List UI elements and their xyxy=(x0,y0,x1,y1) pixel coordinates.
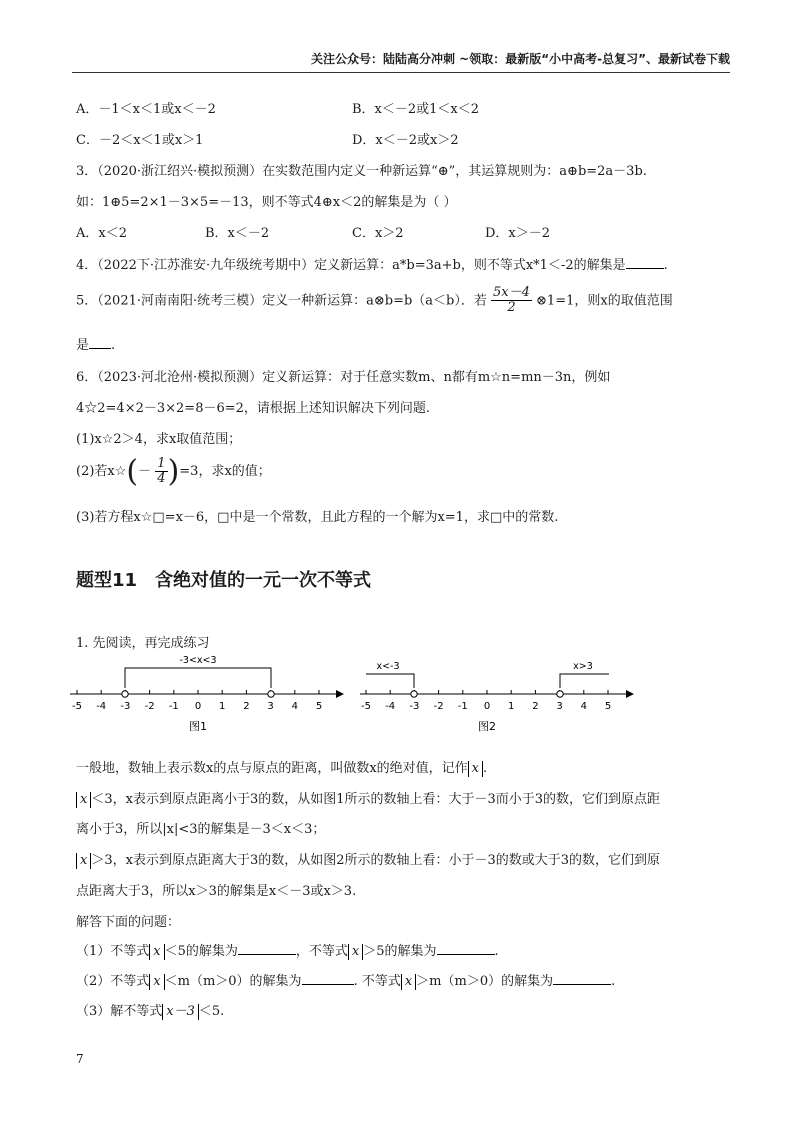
page-number: 7 xyxy=(76,1052,84,1066)
fig1-tick-label: -1 xyxy=(168,701,179,712)
fig1-tick-label: -4 xyxy=(96,701,107,712)
abs-x-notation: x xyxy=(401,974,416,990)
number-line-fig1 xyxy=(70,655,344,733)
fig2-tick-label: 5 xyxy=(604,701,612,712)
abs-x-notation: x xyxy=(76,853,91,869)
q2-option-a: A．－1＜x＜1或x＜－2 xyxy=(76,102,216,117)
fig1-tick-label: 4 xyxy=(291,701,298,712)
abs-x-notation: x xyxy=(348,944,363,960)
s11-sub2 xyxy=(76,970,615,990)
q5-fraction-denominator: 2 xyxy=(507,300,516,316)
fig1-arrow xyxy=(336,690,344,698)
page-header: 关注公众号：陆陆高分冲刺 ~领取：最新版“小中高考-总复习”、最新试卷下载 xyxy=(311,52,730,66)
s11-sub3-text-b: ＜5. xyxy=(198,1004,225,1019)
s11-sub1-text-a: （1）不等式 xyxy=(76,944,150,959)
s11-sub3-text-a: （3）解不等式 xyxy=(76,1004,163,1019)
s11-sub3 xyxy=(76,1000,224,1020)
fig2-caption: 图2 xyxy=(478,720,496,733)
q5-text-post: ⊗1=1，则x的取值范围 xyxy=(536,293,673,309)
s11-q1-stem: 1. 先阅读，再完成练习 xyxy=(76,636,210,651)
fig1-tick-label: 2 xyxy=(243,701,250,712)
q6-part2 xyxy=(76,454,271,489)
q3-stem-line2: 如：1⊕5=2×1－3×5=－13，则不等式4⊕x＜2的解集是为（ ） xyxy=(76,195,457,210)
q6-part2-pre: (2)若x☆ xyxy=(76,464,127,479)
number-line-figures xyxy=(66,652,646,734)
s11-sub2-text-b: ＜m（m＞0）的解集为 xyxy=(164,974,302,989)
fig1-open-point-left xyxy=(122,691,128,697)
s11-sub1-text-c: ，不等式 xyxy=(295,944,348,959)
fig2-arrow xyxy=(626,690,634,698)
fig2-tick-label: -4 xyxy=(385,701,396,712)
number-line-fig2 xyxy=(360,661,634,733)
fig1-ticks xyxy=(72,690,322,712)
fig1-tick-label: 0 xyxy=(194,701,202,712)
s11-para1-end: . xyxy=(483,761,488,776)
fig2-tick-label: -2 xyxy=(433,701,444,712)
abs-x-notation: x xyxy=(149,974,164,990)
s11-sub2-text-e: . xyxy=(611,974,616,989)
q6-paren-left: ( xyxy=(126,454,139,489)
fig2-tick-label: 1 xyxy=(508,701,515,712)
s11-prompt: 解答下面的问题： xyxy=(76,915,181,930)
q5-fraction-numerator: 5x－4 xyxy=(493,285,530,300)
sub2-blank-1 xyxy=(302,984,354,985)
fig1-caption: 图1 xyxy=(189,720,207,733)
q5-fraction xyxy=(491,286,532,316)
abs-x-notation: x xyxy=(76,792,91,808)
fig1-open-point-right xyxy=(268,691,274,697)
fig2-tick-label: 4 xyxy=(580,701,587,712)
q3-option-c: C．x＞2 xyxy=(352,226,404,241)
s11-sub1-text-d: ＞5的解集为 xyxy=(363,944,437,959)
fig1-tick-label: 3 xyxy=(267,701,274,712)
q4-text: 4．（2022下·江苏淮安·九年级统考期中）定义新运算：a*b=3a+b，则不等式x*1＜-2的解集是 xyxy=(76,258,626,273)
q6-stem-line2: 4☆2=4×2－3×2=8－6=2，请根据上述知识解决下列问题. xyxy=(76,401,431,416)
fig2-open-point-right xyxy=(557,691,563,697)
fig1-range-bracket xyxy=(125,668,271,688)
fig2-tick-label: -5 xyxy=(361,701,371,712)
q6-fraction-numerator: 1 xyxy=(157,455,166,471)
fig2-right-label: x>3 xyxy=(573,661,593,672)
fig2-tick-label: -3 xyxy=(409,701,420,712)
q2-option-d: D．x＜－2或x＞2 xyxy=(352,133,459,148)
fig1-tick-label: 1 xyxy=(219,701,226,712)
q6-stem-line1: 6．（2023·河北沧州·模拟预测）定义新运算：对于任意实数m、n都有m☆n=mn－3n，例如 xyxy=(76,370,611,385)
fig2-open-point-left xyxy=(411,691,417,697)
fig2-tick-label: 0 xyxy=(483,701,491,712)
fig1-range-label: -3<x<3 xyxy=(179,655,217,666)
fig1-tick-label: -2 xyxy=(144,701,155,712)
s11-sub2-text-d: ＞m（m＞0）的解集为 xyxy=(416,974,554,989)
q3-option-a: A．x＜2 xyxy=(76,226,127,241)
fig2-tick-label: 2 xyxy=(532,701,539,712)
s11-para3-text: ＞3，x表示到原点距离大于3的数，从如图2所示的数轴上看：小于－3的数或大于3的数，它们到原 xyxy=(91,853,661,868)
q5-line2: 是 . xyxy=(76,338,116,353)
fig2-tick-label: 3 xyxy=(556,701,563,712)
s11-sub2-text-a: （2）不等式 xyxy=(76,974,150,989)
sub1-blank-1 xyxy=(238,954,296,955)
q2-option-c: C．－2＜x＜1或x＞1 xyxy=(76,133,204,148)
fig2-tick-label: -1 xyxy=(457,701,468,712)
q5-line2-text: 是 xyxy=(76,338,90,353)
fig2-right-range xyxy=(560,674,609,688)
q6-fraction-denominator: 4 xyxy=(157,471,166,486)
q6-fraction xyxy=(155,457,167,487)
s11-para1 xyxy=(76,757,487,777)
s11-sub2-text-c: . 不等式 xyxy=(353,974,401,989)
fig1-tick-label: -3 xyxy=(120,701,131,712)
s11-sub1-text-e: . xyxy=(494,944,499,959)
q6-part1: (1)x☆2＞4，求x取值范围； xyxy=(76,432,242,447)
fig2-ticks xyxy=(361,690,611,712)
s11-para2-text: ＜3，x表示到原点距离小于3的数，从如图1所示的数轴上看：大于－3而小于3的数，它们到原点距 xyxy=(91,792,661,807)
q5-answer-blank xyxy=(89,348,111,349)
q4-stem: 4．（2022下·江苏淮安·九年级统考期中）定义新运算：a*b=3a+b，则不等式x*1＜-2的解集是 . xyxy=(76,258,668,273)
fig1-tick-label: 5 xyxy=(315,701,323,712)
q5-text-pre: 5．（2021·河南南阳·统考三模）定义一种新运算：a⊗b=b（a＜b）．若 xyxy=(76,293,487,309)
q2-option-b: B．x＜－2或1＜x＜2 xyxy=(352,102,480,117)
q6-part2-post: =3，求x的值； xyxy=(179,464,271,479)
q3-stem-line1: 3．（2020·浙江绍兴·模拟预测）在实数范围内定义一种新运算“⊕”，其运算规则为：a⊕b=2a－3b. xyxy=(76,164,647,179)
q6-part3: (3)若方程x☆□=x－6，□中是一个常数，且此方程的一个解为x=1，求□中的常数. xyxy=(76,510,559,525)
s11-para3-line2: 点距离大于3，所以x＞3的解集是x＜－3或x＞3. xyxy=(76,884,357,899)
s11-para2-line1 xyxy=(76,788,660,808)
q6-paren-right: ) xyxy=(167,454,180,489)
s11-para1-text: 一般地，数轴上表示数x的点与原点的距离，叫做数x的绝对值，记作 xyxy=(76,761,468,776)
q6-part2-minus: － xyxy=(138,464,152,479)
s11-para2-line2: 离小于3，所以|x|<3的解集是－3＜x＜3； xyxy=(76,822,326,837)
fig2-left-range xyxy=(366,674,414,688)
s11-para3-line1 xyxy=(76,849,660,869)
fig2-left-label: x<-3 xyxy=(376,661,400,672)
sub1-blank-2 xyxy=(437,954,495,955)
sub2-blank-2 xyxy=(553,984,611,985)
header-rule xyxy=(72,72,730,73)
abs-x-notation: x xyxy=(149,944,164,960)
s11-sub1 xyxy=(76,940,499,960)
abs-x-notation: x xyxy=(468,761,483,777)
q3-option-d: D．x＞－2 xyxy=(485,226,551,241)
s11-sub1-text-b: ＜5的解集为 xyxy=(164,944,238,959)
fig1-tick-label: -5 xyxy=(72,701,82,712)
q4-answer-blank xyxy=(626,268,664,269)
abs-notation-x-minus-3: x－3 xyxy=(162,1004,199,1020)
q3-option-b: B．x＜－2 xyxy=(205,226,270,241)
section-title: 题型11 含绝对值的一元一次不等式 xyxy=(76,570,372,591)
q5-stem xyxy=(76,286,673,316)
